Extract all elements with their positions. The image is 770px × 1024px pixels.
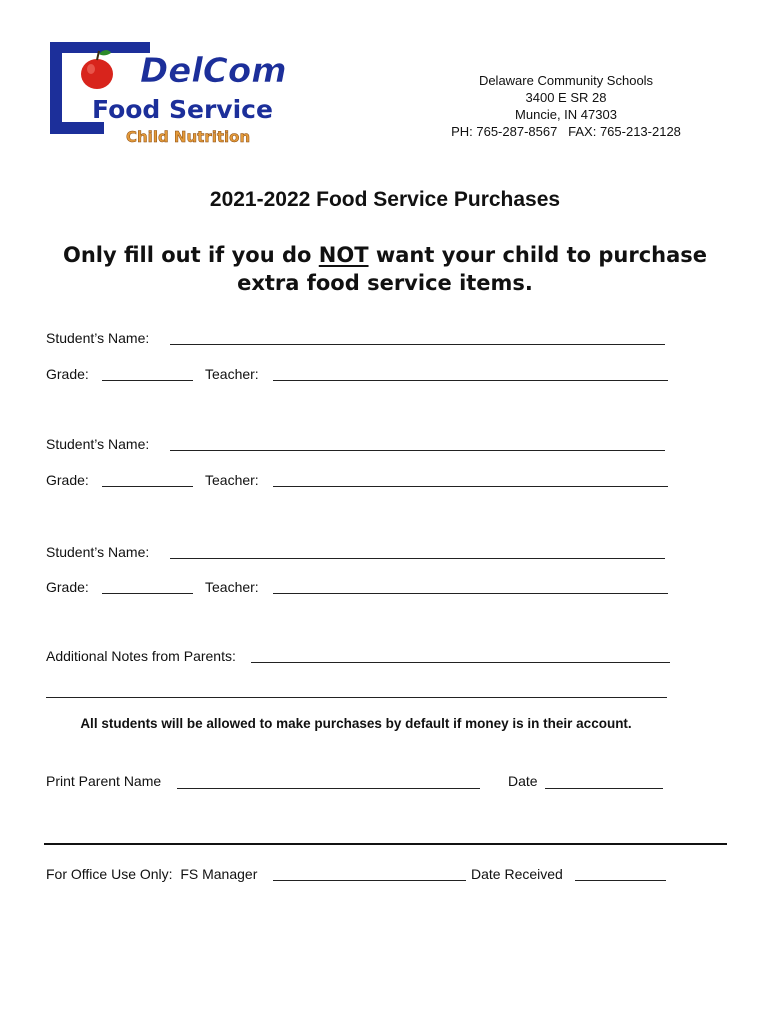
notes-field-line-2[interactable] bbox=[46, 697, 667, 698]
instructions-heading bbox=[40, 241, 730, 297]
grade-field[interactable] bbox=[102, 593, 193, 594]
instructions-part1: Only fill out if you do bbox=[62, 243, 319, 267]
office-divider bbox=[44, 843, 727, 845]
parent-date-field[interactable] bbox=[545, 788, 663, 789]
notes-label: Additional Notes from Parents: bbox=[46, 648, 236, 664]
grade-field[interactable] bbox=[102, 486, 193, 487]
date-received-field[interactable] bbox=[575, 880, 666, 881]
teacher-label: Teacher: bbox=[205, 579, 259, 595]
date-received-label: Date Received bbox=[471, 866, 563, 882]
fs-manager-label: For Office Use Only: FS Manager bbox=[46, 866, 258, 882]
school-name: Delaware Community Schools bbox=[478, 73, 654, 88]
teacher-label: Teacher: bbox=[205, 472, 259, 488]
print-parent-name-field[interactable] bbox=[177, 788, 480, 789]
grade-field[interactable] bbox=[102, 380, 193, 381]
instructions-emphasis: NOT bbox=[318, 243, 369, 267]
default-purchase-notice: All students will be allowed to make purchases by default if money is in their account. bbox=[80, 716, 632, 731]
logo-child-nutrition-text: Child Nutrition bbox=[126, 128, 251, 146]
delcom-logo bbox=[38, 36, 300, 152]
teacher-field[interactable] bbox=[273, 593, 668, 594]
teacher-field[interactable] bbox=[273, 380, 668, 381]
teacher-field[interactable] bbox=[273, 486, 668, 487]
grade-label: Grade: bbox=[46, 366, 89, 382]
parent-date-label: Date bbox=[508, 773, 538, 789]
print-parent-name-label: Print Parent Name bbox=[46, 773, 162, 789]
fs-manager-field[interactable] bbox=[273, 880, 466, 881]
school-city: Muncie, IN 47303 bbox=[515, 107, 617, 122]
grade-label: Grade: bbox=[46, 579, 89, 595]
teacher-label: Teacher: bbox=[205, 366, 259, 382]
notes-field-line-1[interactable] bbox=[251, 662, 670, 663]
school-address bbox=[430, 72, 702, 140]
student-name-field[interactable] bbox=[170, 344, 665, 345]
grade-label: Grade: bbox=[46, 472, 89, 488]
student-name-field[interactable] bbox=[170, 558, 665, 559]
logo-food-service-text: Food Service bbox=[92, 95, 273, 124]
student-name-field[interactable] bbox=[170, 450, 665, 451]
school-phone-fax: PH: 765-287-8567 FAX: 765-213-2128 bbox=[451, 124, 681, 139]
page-title: 2021-2022 Food Service Purchases bbox=[209, 188, 561, 211]
logo-graphic bbox=[38, 36, 300, 152]
school-street: 3400 E SR 28 bbox=[525, 90, 607, 105]
student-name-label: Student’s Name: bbox=[46, 330, 150, 346]
logo-delcom-text: DelCom bbox=[140, 51, 287, 91]
student-name-label: Student’s Name: bbox=[46, 436, 150, 452]
instructions-part2: want your child to purchase extra food service items. bbox=[237, 243, 708, 295]
student-name-label: Student’s Name: bbox=[46, 544, 150, 560]
